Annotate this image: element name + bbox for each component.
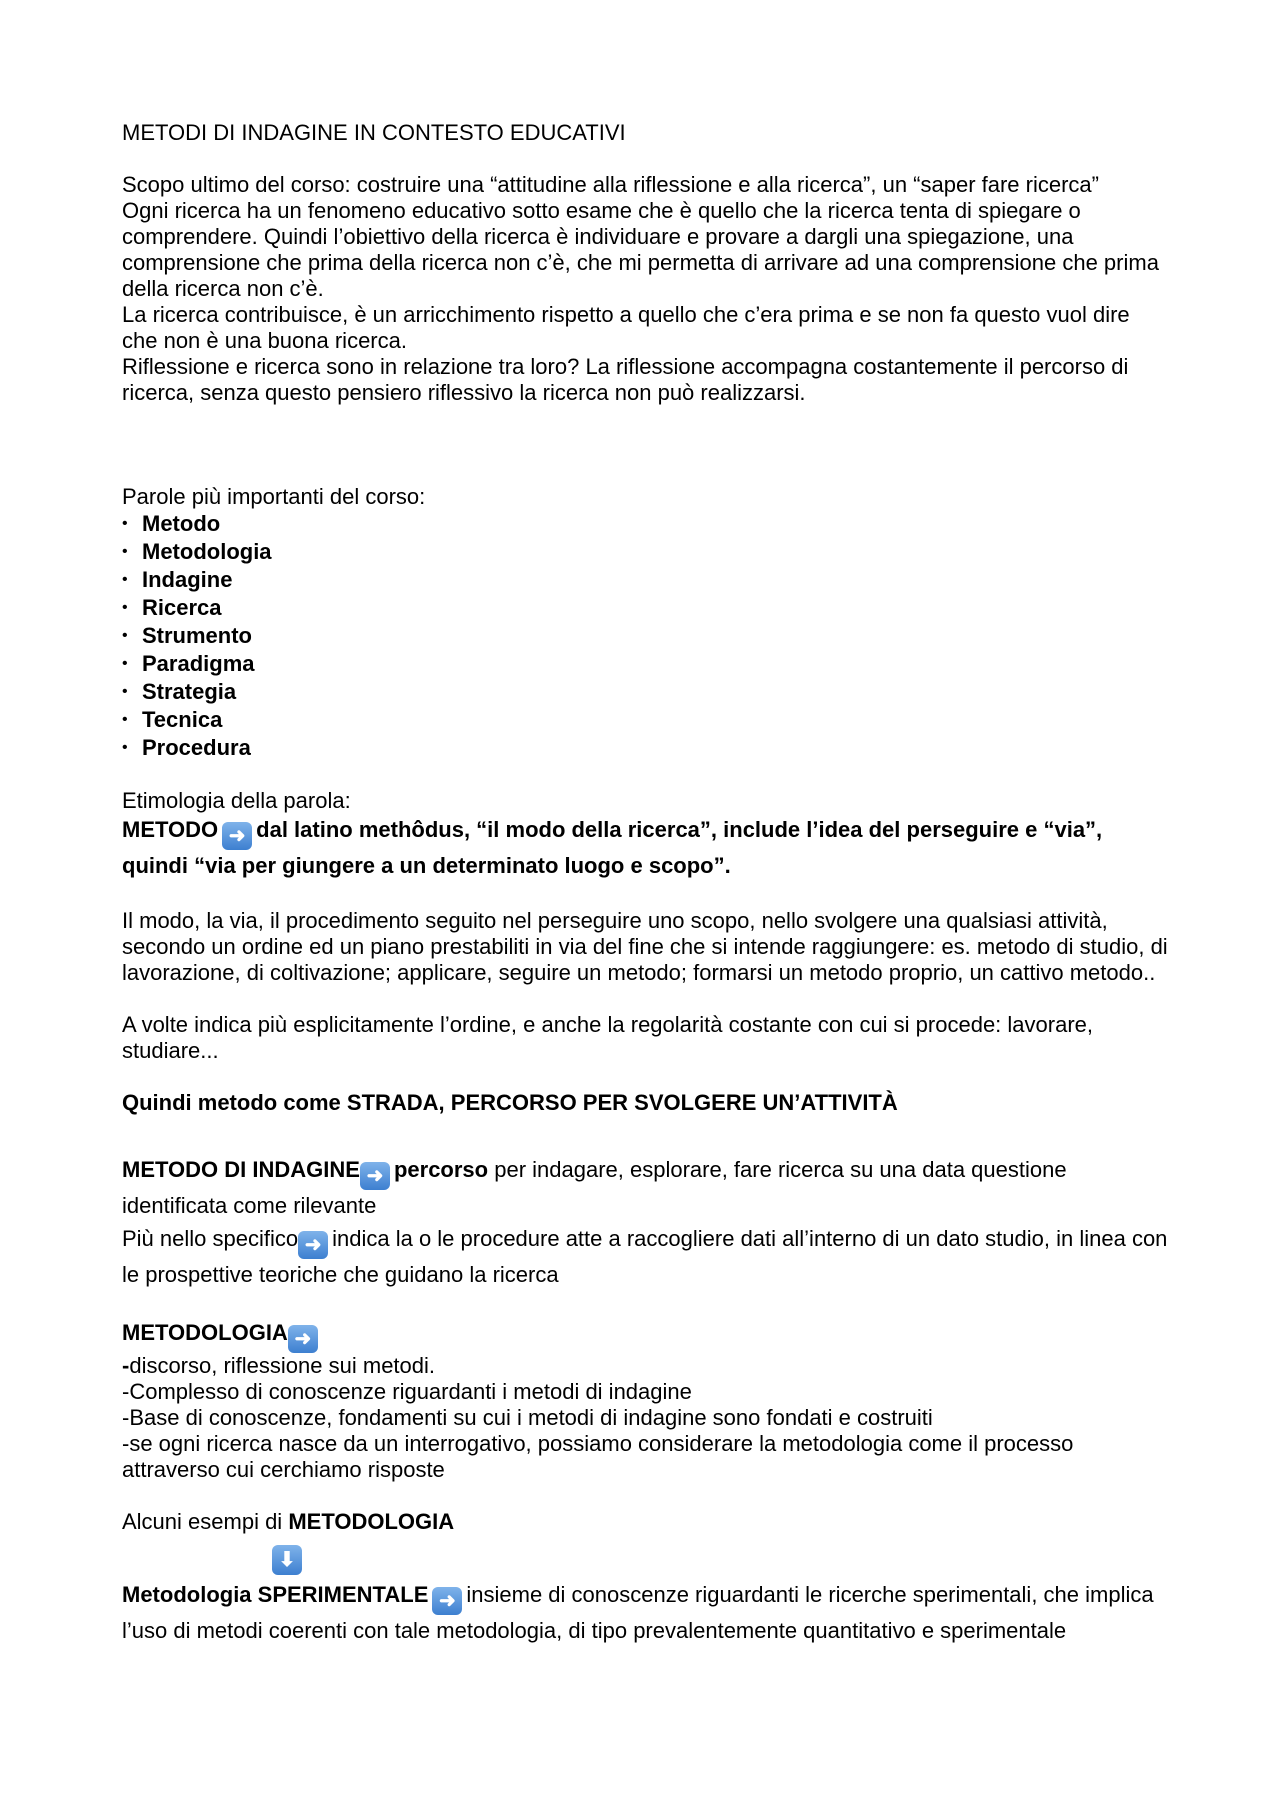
etymology-label: Etimologia della parola: [122, 788, 351, 813]
right-arrow-icon: ➜ [288, 1325, 318, 1353]
right-arrow-icon: ➜ [222, 822, 252, 850]
list-item: • Procedura [122, 735, 251, 760]
etymology-definition [122, 814, 1170, 882]
list-item: • Metodo [122, 511, 221, 536]
metodologia-line-2: -Complesso di conoscenze riguardanti i metodi di indagine [122, 1379, 692, 1404]
metodo-di-indagine-definition [122, 1154, 1170, 1221]
paragraph-a-volte: A volte indica più esplicitamente l’ordine, e anche la regolarità costante con cui si procede: lavorare, studiare... [122, 1012, 1093, 1063]
document-title: METODI DI INDAGINE IN CONTESTO EDUCATIVI [122, 120, 626, 145]
sperimentale-text: insieme di conoscenze riguardanti le ricerche sperimentali, che implica l’uso di metodi coerenti con tale metodologia, di tipo prevalentemente quantitativo e sperimentale [122, 1582, 1154, 1643]
metodologia-line-4: -se ogni ricerca nasce da un interrogativo, possiamo considerare la metodologia come il processo attraverso cui cerchiamo risposte [122, 1431, 1074, 1482]
specifico-term: Più nello specifico [122, 1226, 299, 1251]
down-arrow-row [122, 1541, 1170, 1577]
right-arrow-icon: ➜ [360, 1162, 390, 1190]
right-arrow-icon: ➜ [298, 1231, 328, 1259]
list-item: • Paradigma [122, 651, 255, 676]
list-item: • Strumento [122, 623, 252, 648]
list-item: • Metodologia [122, 539, 272, 564]
specifico-definition [122, 1223, 1170, 1290]
metodologia-heading [122, 1320, 1170, 1353]
intro-paragraph-4: Riflessione e ricerca sono in relazione tra loro? La riflessione accompagna costantemente il percorso di ricerca, senza questo pensiero riflessivo la ricerca non può realizzarsi. [122, 354, 1129, 405]
intro-paragraph-3: La ricerca contribuisce, è un arricchimento rispetto a quello che c’era prima e se non fa questo vuol dire che non è una buona ricerca. [122, 302, 1130, 353]
keywords-list [122, 510, 1170, 762]
metodologia-line-1: -discorso, riflessione sui metodi. [122, 1353, 436, 1378]
list-item: • Indagine [122, 567, 233, 592]
right-arrow-icon: ➜ [432, 1587, 462, 1615]
metodo-di-indagine-term: METODO DI INDAGINE [122, 1157, 360, 1182]
list-item: • Strategia [122, 679, 237, 704]
intro-paragraph-1: Scopo ultimo del corso: costruire una “attitudine alla riflessione e alla ricerca”, un “saper fare ricerca” [122, 172, 1099, 197]
metodologia-term: METODOLOGIA [122, 1320, 288, 1345]
document-body [122, 120, 1170, 1646]
keywords-intro: Parole più importanti del corso: [122, 484, 426, 509]
paragraph-quindi: Quindi metodo come STRADA, PERCORSO PER SVOLGERE UN’ATTIVITÀ [122, 1090, 898, 1115]
list-item: • Ricerca [122, 595, 222, 620]
etymology-term: METODO [122, 817, 219, 842]
esempi-heading: Alcuni esempi di METODOLOGIA [122, 1509, 455, 1534]
paragraph-modo: Il modo, la via, il procedimento seguito nel perseguire uno scopo, nello svolgere una qualsiasi attività, secondo un ordine ed un piano prestabiliti in via del fine che si intende raggiungere: es. metodo di studio, di lavorazione, di coltivazione; applicare, seguire un metodo; formarsi un metodo proprio, un cattivo metodo.. [122, 908, 1168, 985]
metodologia-line-3: -Base di conoscenze, fondamenti su cui i metodi di indagine sono fondati e costruiti [122, 1405, 933, 1430]
metodo-di-indagine-text: per indagare, esplorare, fare ricerca su una data questione identificata come rilevante [122, 1157, 1067, 1218]
sperimentale-term: Metodologia SPERIMENTALE [122, 1582, 429, 1607]
sperimentale-definition [122, 1579, 1170, 1646]
specifico-text: indica la o le procedure atte a raccogliere dati all’interno di un dato studio, in linea con le prospettive teoriche che guidano la ricerca [122, 1226, 1168, 1287]
list-item: • Tecnica [122, 707, 223, 732]
intro-paragraph-2: Ogni ricerca ha un fenomeno educativo sotto esame che è quello che la ricerca tenta di spiegare o comprendere. Quindi l’obiettivo della ricerca è individuare e provare a dargli una spiegazione, una comprensione che prima della ricerca non c’è, che mi permetta di arrivare ad una comprensione che prima della ricerca non c’è. [122, 198, 1159, 301]
down-arrow-icon: ⬇ [272, 1545, 302, 1575]
etymology-text: dal latino methôdus, “il modo della ricerca”, include l’idea del perseguire e “via”, quindi “via per giungere a un determinato luogo e scopo”. [122, 817, 1103, 878]
percorso-word: percorso [393, 1157, 489, 1182]
